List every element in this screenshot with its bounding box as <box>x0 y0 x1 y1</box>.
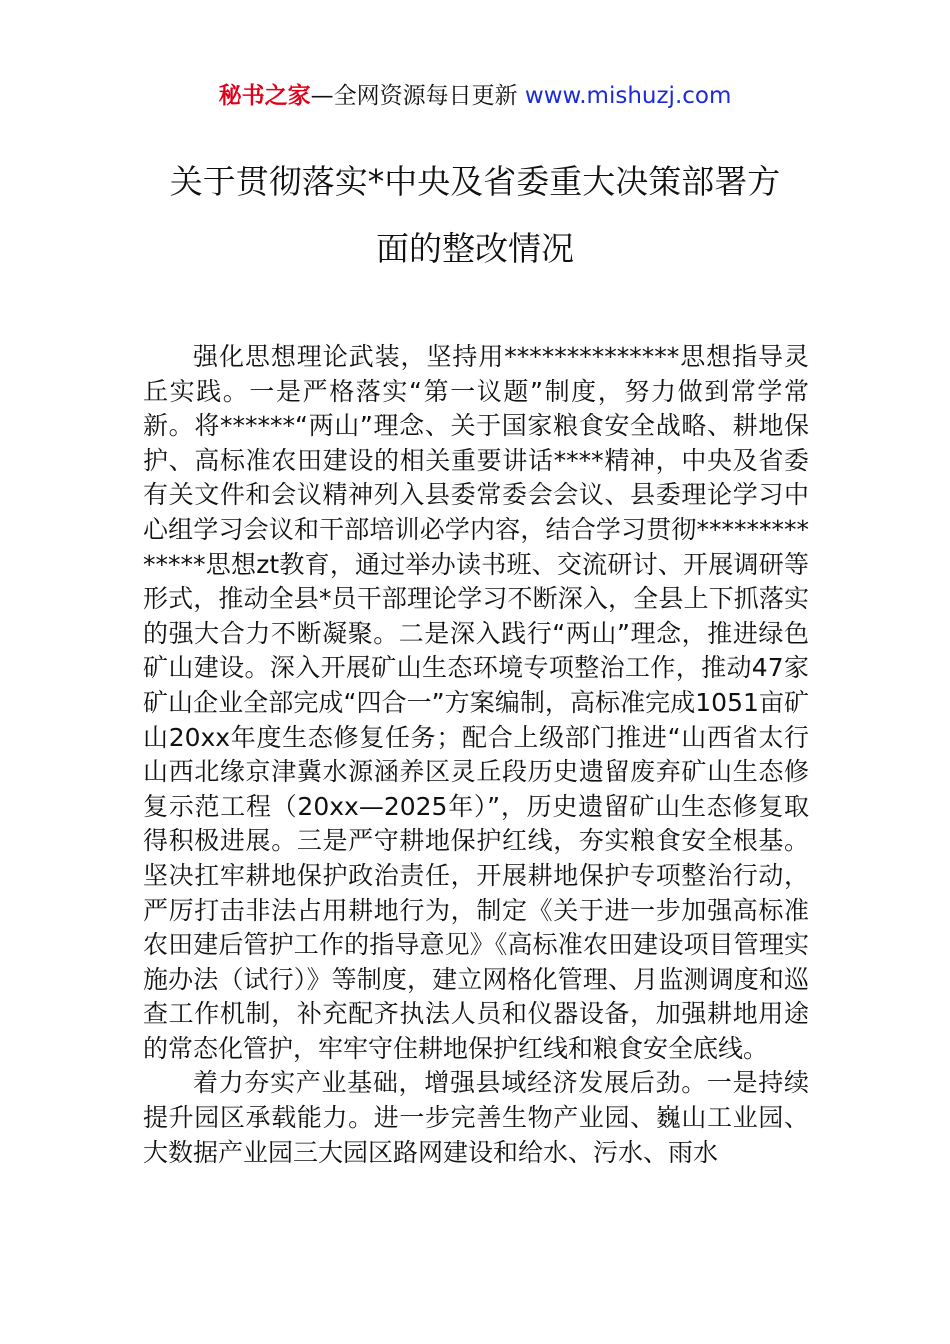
title-line-2: 面的整改情况 <box>376 229 574 268</box>
title-line-1: 关于贯彻落实*中央及省委重大决策部署方 <box>169 162 781 201</box>
site-url-link[interactable]: www.mishuzj.com <box>524 83 732 109</box>
header-tagline: —全网资源每日更新 <box>310 83 525 109</box>
brand-name: 秘书之家 <box>218 83 311 109</box>
document-body <box>143 340 809 1170</box>
document-title <box>130 148 820 282</box>
paragraph-2: 着力夯实产业基础，增强县域经济发展后劲。一是持续提升园区承载能力。进一步完善生物产业园、巍山工业园、大数据产业园三大园区路网建设和给水、污水、雨水 <box>143 1068 809 1167</box>
site-header <box>0 80 950 112</box>
paragraph-1: 强化思想理论武装，坚持用**************思想指导灵丘实践。一是严格落实“第一议题”制度，努力做到常学常新。将******“两山”理念、关于国家粮食安全战略、耕地保护、高标准农田建设的相关重要讲话****精神，中央及省委有关文件和会议精神列入县委常委会会议、县委理论学习中心组学习会议和干部培训必学内容，结合学习贯彻**************思想zt教育，通过举办读书班、交流研讨、开展调研等形式，推动全县*员干部理论学习不断深入，全县上下抓落实的强大合力不断凝聚。二是深入践行“两山”理念，推进绿色矿山建设。深入开展矿山生态环境专项整治工作，推动47家矿山企业全部完成“四合一”方案编制，高标准完成1051亩矿山20xx年度生态修复任务；配合上级部门推进“山西省太行山西北缘京津冀水源涵养区灵丘段历史遗留废弃矿山生态修复示范工程（20xx—2025年）”，历史遗留矿山生态修复取得积极进展。三是严守耕地保护红线，夯实粮食安全根基。坚决扛牢耕地保护政治责任，开展耕地保护专项整治行动，严厉打击非法占用耕地行为，制定《关于进一步加强高标准农田建后管护工作的指导意见》《高标准农田建设项目管理实施办法（试行）》等制度，建立网格化管理、月监测调度和巡查工作机制，补充配齐执法人员和仪器设备，加强耕地用途的常态化管护，牢牢守住耕地保护红线和粮食安全底线。 <box>143 342 809 1063</box>
